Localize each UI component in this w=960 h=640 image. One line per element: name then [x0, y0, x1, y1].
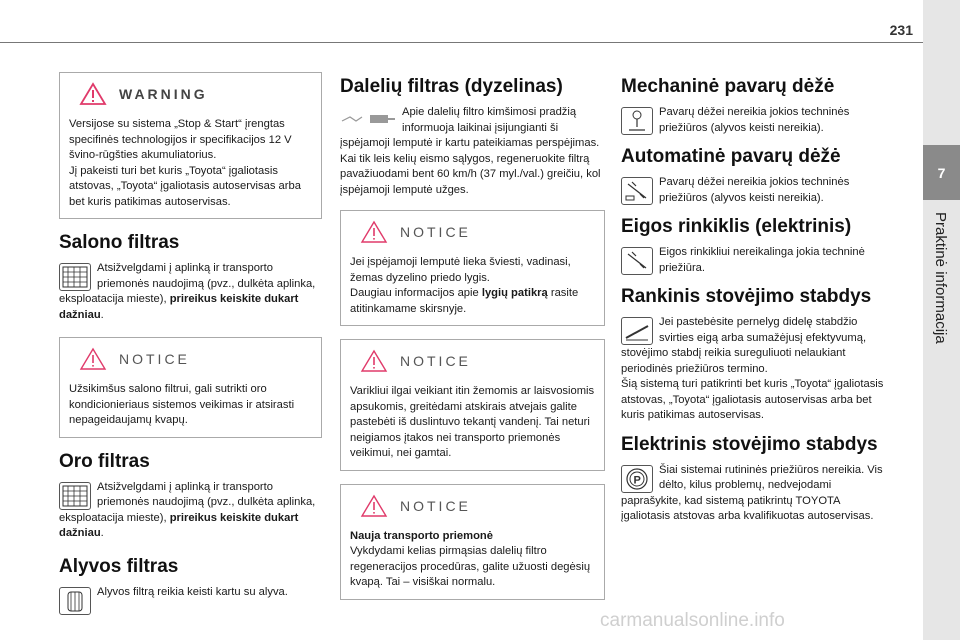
warning-triangle-icon: [79, 82, 107, 106]
manual-gearbox-entry: [621, 105, 886, 136]
handbrake-heading: Rankinis stovėjimo stabdys: [621, 286, 872, 307]
auto-gearbox-entry: [621, 175, 886, 206]
parking-brake-icon: [621, 465, 653, 493]
cabin-filter-icon: [59, 263, 91, 291]
oil-filter-heading: Alyvos filtras: [59, 555, 179, 577]
warning-title: WARNING: [119, 86, 208, 102]
notice-4-bold: Nauja transporto priemonė: [350, 529, 493, 542]
chapter-title: [905, 210, 960, 360]
notice-triangle-icon: [79, 347, 107, 371]
gear-lever-icon: [621, 107, 653, 135]
notice-triangle-icon: [360, 494, 388, 518]
notice-2-bold: lygių patikrą: [481, 287, 548, 299]
salon-filter-entry: [59, 261, 322, 323]
watermark: carmanualsonline.info: [600, 610, 785, 631]
notice-triangle-icon: [360, 220, 388, 244]
particle-filter-heading: Dalelių filtras (dyzelinas): [340, 76, 563, 97]
manual-gearbox-text: Pavarų dėžei nereikia jokios techninės priežiūros (alyvos keisti nereikia).: [659, 106, 850, 134]
column-2: [340, 72, 605, 613]
notice-triangle-icon: [360, 349, 388, 373]
auto-gearbox-icon: [621, 177, 653, 205]
page-number: 231: [889, 22, 913, 38]
notice-2-title: NOTICE: [400, 224, 471, 240]
notice-1-title: NOTICE: [119, 351, 190, 367]
notice-box-3: [340, 339, 605, 471]
auto-gearbox-text: Pavarų dėžei nereikia jokios techninės priežiūros (alyvos keisti nereikia).: [659, 176, 850, 204]
handbrake-entry: [621, 315, 886, 424]
notice-3-title: NOTICE: [400, 353, 471, 369]
chapter-title-text: Praktinė informacija: [932, 212, 949, 344]
salon-filter-end: .: [100, 308, 104, 321]
selector-heading: Eigos rinkiklis (elektrinis): [621, 216, 852, 237]
notice-2-text: Jei įspėjamoji lemputė lieka šviesti, vadinasi, žemas dyzelino priedo lygis. Daugiau informacijos apie: [350, 256, 571, 299]
auto-gearbox-heading: Automatinė pavarų dėžė: [621, 146, 841, 167]
header-rule: [0, 42, 940, 43]
notice-2-end: rasite atitinkamame skirsnyje.: [350, 287, 579, 315]
oil-filter-text: Alyvos filtrą reikia keisti kartu su alyva.: [97, 585, 288, 598]
handbrake-icon: [621, 317, 653, 345]
ebrake-heading: Elektrinis stovėjimo stabdys: [621, 433, 878, 455]
svg-text:P: P: [633, 474, 641, 486]
selector-icon: [621, 247, 653, 275]
salon-filter-text: Atsižvelgdami į aplinką ir transporto priemonės naudojimą (pvz., dulkėta aplinka, eksploatacija mieste),: [59, 262, 316, 305]
handbrake-text: Jei pastebėsite pernelyg didelę stabdžio svirties eigą arba sumažėjusį efektyvumą, stovėjimo stabdį reikia sureguliuoti nelaukiant periodinės priežiūros termino. Šią sistemą turi patikrinti bet kuris „Toyota“ įgaliotasis atstovas, „Toyota“ įgaliotasis autoservisas arba bet kuris patikimas autoservisas.: [621, 316, 884, 421]
notice-3-text: Varikliui ilgai veikiant itin žemomis ar laisvosiomis apsukomis, greitėdami atskirais atvejais galite pastebėti iš duslintuvo tekantį vandenį. Tai neturi neigiamos įtakos nei transporto priemonės veikimui, nei gamtai.: [350, 385, 595, 459]
chapter-number: 7: [923, 145, 960, 200]
notice-1-text: Užsikimšus salono filtrui, gali sutrikti oro kondicionieriaus sistemos veikimas ir atsirasti nepageidaujamų kvapų.: [69, 383, 295, 426]
notice-4-text: Vykdydami kelias pirmąsias dalelių filtro regeneracijos procedūras, galite užuosti degėsių kvapą. Tai – visiškai normalu.: [350, 545, 591, 588]
air-filter-end: .: [100, 527, 104, 539]
warning-box: [59, 72, 322, 219]
column-1: [59, 72, 322, 615]
column-3: [621, 72, 886, 525]
air-filter-icon: [59, 482, 91, 510]
oil-filter-icon: [59, 587, 91, 615]
ebrake-text: Šiai sistemai rutininės priežiūros nereikia. Vis dėlto, kilus problemų, nedvejodami paprašykite, kad sistemą patikrintų TOYOTA įgaliotasis atstovas arba kvalifikuotas autoservisas.: [621, 463, 883, 522]
selector-text: Eigos rinkikliui nereikalinga jokia techninė priežiūra.: [659, 246, 865, 274]
air-filter-bold: prireikus keiskite dukart dažniau: [59, 511, 299, 539]
notice-box-1: [59, 337, 322, 438]
air-filter-text: Atsižvelgdami į aplinką ir transporto priemonės naudojimą (pvz., dulkėta aplinka, eksploatacija mieste),: [59, 480, 316, 524]
notice-box-2: [340, 210, 605, 326]
particle-filter-warning-icon: [340, 107, 396, 133]
particle-filter-entry: [340, 105, 605, 198]
notice-4-title: NOTICE: [400, 497, 471, 514]
salon-filter-bold: prireikus keiskite dukart dažniau: [59, 293, 299, 321]
manual-gearbox-heading: Mechaninė pavarų dėžė: [621, 76, 835, 97]
particle-filter-text: Apie dalelių filtro kimšimosi pradžią informuoja laikinai įsijungianti ši įspėjamoji lemputė ir kartu pateikiamas perspėjimas. Kai tik leis kelių eismo sąlygos, regeneruokite filtrą pavažiuodami bent 60 km/h (37 myl./val.) greičiu, kol įspėjamoji lemputė užges.: [340, 106, 601, 196]
warning-text: Versijose su sistema „Stop & Start“ įrengtas specifinės technologijos ir specifikacijos 12 V švino-rūgšties akumuliatorius. Jį pakeisti turi bet kuris „Toyota“ įgaliotasis atstovas, „Toyota“ įgaliotasis autoservisas arba bet kuris patikimas autoservisas.: [69, 118, 301, 208]
notice-box-4: [340, 484, 605, 600]
ebrake-entry: [621, 463, 886, 525]
oil-filter-entry: [59, 585, 322, 601]
air-filter-heading: Oro filtras: [59, 450, 150, 472]
air-filter-entry: [59, 480, 322, 542]
salon-filter-heading: Salono filtras: [59, 232, 180, 253]
selector-entry: [621, 245, 886, 276]
